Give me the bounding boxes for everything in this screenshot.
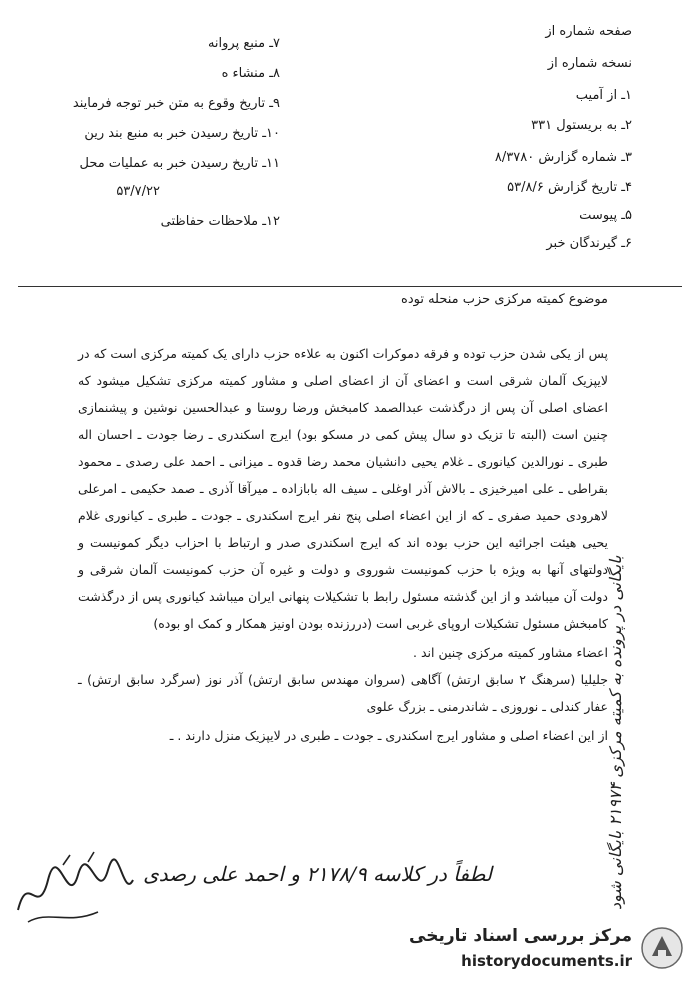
recipients-field: ۶ـ گیرندگان خبر	[546, 236, 632, 251]
security-notes-field: ۱۲ـ ملاحظات حفاظتی	[160, 214, 280, 229]
page-number-field: صفحه شماره از	[545, 24, 632, 39]
operations-received-date-field: ۱۱ـ تاریخ رسیدن خبر به عملیات محل	[79, 156, 280, 171]
attachment-field: ۵ـ پیوست	[579, 208, 632, 223]
watermark-url[interactable]: historydocuments.ir	[461, 952, 632, 970]
body-advisors-heading: اعضاء مشاور کمیته مرکزی چنین اند .	[413, 645, 608, 660]
copy-number-field: نسخه شماره از	[547, 56, 632, 71]
handwritten-filing-note: لطفاً در کلاسه ۲۱۷۸/۹ و احمد علی رصدی	[143, 862, 492, 886]
origin-field: ۸ـ منشاء ه	[221, 66, 280, 81]
body-closing-line: از این اعضاء اصلی و مشاور ایرج اسکندری ـ جودت ـ طبری در لایپزیک منزل دارند . ـ	[169, 728, 608, 743]
document-body	[78, 340, 608, 749]
handwritten-margin-note: بایگانی در پرونده به کمیته مرکزی ۲۱۹۷۴ بایگانی شود	[606, 555, 625, 910]
header-divider	[18, 286, 682, 287]
subject-line: موضوع کمیته مرکزی حزب منحله توده	[401, 292, 608, 307]
occurrence-date-field: ۹ـ تاریخ وقوع به متن خبر توجه فرمایند	[72, 96, 280, 111]
source-received-date-field: ۱۰ـ تاریخ رسیدن خبر به منبع بند رین	[84, 126, 280, 141]
received-date-value: ۵۳/۷/۲۲	[116, 184, 160, 199]
body-advisors-list: جلیلیا (سرهنگ ۲ سابق ارتش) آگاهی (سروان مهندس سابق ارتش) آذر نوز (سرگرد سابق ارتش) ـ عفار کندلی ـ نوروزی ـ شاندرمنی ـ بزرگ علوی	[78, 672, 608, 714]
report-number-field: ۳ـ شماره گزارش ۸/۳۷۸۰	[494, 150, 632, 165]
source-field: ۷ـ منبع پروانه	[207, 36, 280, 51]
body-paragraph-main: پس از یکی شدن حزب توده و فرقه دموکرات اکنون به علاءه حزب دارای یک کمیته مرکزی است که در لایپزیک آلمان شرقی است و اعضای آن از اعضای اصلی و مشاور کمیته مرکزی تشکیل میشود که اعضای اصلی آن پس از درگذشت عبدالصمد کامبخش ورضا روستا و عبدالحسین نوشین و پیشنمازی چنین است (البته تا تزیک دو سال پیش کمی در مسکو بود) ایرج اسکندری ـ رضا جودت ـ احسان اله طبری ـ نورالدین کیانوری ـ غلام یحیی دانشیان محمد رضا قدوه ـ میزانی ـ احمد علی رصدی ـ محمود بقراطی ـ علی امیرخیزی ـ بالاش آذر اوغلی ـ سیف اله بابازاده ـ میرآقا آذری ـ صمد حکیمی ـ امرعلی لاهرودی حمید صفری ـ که از این اعضاء اصلی پنج نفر ایرج اسکندری ـ جودت ـ طبری ـ کیانوری غلام یحیی هیئت اجرائیه این حزب بوده اند که ایرج اسکندری صدر و ارتباط با احزاب دیگر کمونیست و دولتهای آنها به ویژه با حزب کمونیست شوروی و دولت و غیره آن حزب کمونیست آلمان شرقی و دولت آن میباشد و از این گذشته مسئول رابط با تشکیلات پنهانی ایران میباشد کیانوری پس از درگذشت کامبخش مسئول تشکیلات اروپای غربی است (دررزنده بودن اونیز همکار و کمک او بوده)	[78, 346, 608, 631]
from-field: ۱ـ از آمیب	[575, 88, 632, 103]
report-date-field: ۴ـ تاریخ گزارش ۵۳/۸/۶	[507, 180, 632, 195]
watermark-banner	[388, 922, 688, 978]
archive-logo-icon	[640, 926, 684, 970]
to-field: ۲ـ به بریستول ۳۳۱	[531, 118, 632, 133]
watermark-title: مرکز بررسی اسناد تاریخی	[409, 926, 632, 946]
handwritten-signature	[8, 850, 138, 930]
